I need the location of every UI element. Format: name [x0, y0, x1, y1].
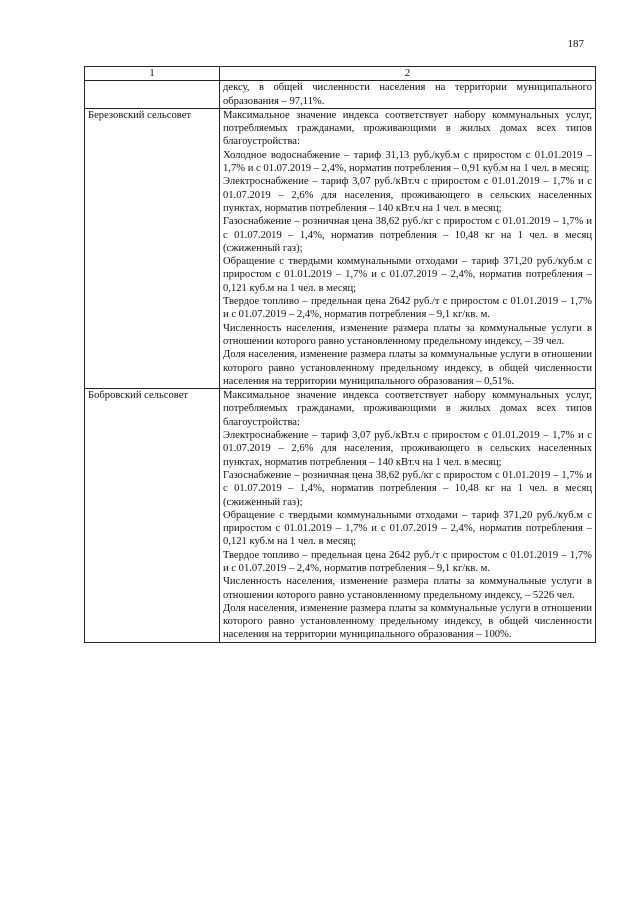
table-row — [85, 108, 596, 388]
header-col-2: 2 — [220, 67, 596, 81]
paragraph: Численность населения, изменение размера платы за коммунальные услуги в отношении которого равно установленному предельному индексу, – 5226 чел. — [223, 576, 592, 601]
paragraph: Численность населения, изменение размера платы за коммунальные услуги в отношении которого равно установленному предельному индексу, – 39 чел. — [223, 322, 592, 347]
paragraph: Твердое топливо – предельная цена 2642 руб./т с приростом с 01.01.2019 – 1,7% и с 01.07.2019 – 2,4%, норматив потребления – 9,1 кг/кв. м. — [223, 296, 592, 321]
header-col-1: 1 — [85, 67, 220, 81]
paragraph: Максимальное значение индекса соответствует набору коммунальных услуг, потребляемых гражданами, проживающими в жилых домах всех типов благоустройства: — [223, 390, 592, 428]
paragraph: Максимальное значение индекса соответствует набору коммунальных услуг, потребляемых гражданами, проживающими в жилых домах всех типов благоустройства: — [223, 109, 592, 148]
page-number: 187 — [567, 38, 584, 50]
paragraph: Обращение с твердыми коммунальными отходами – тариф 371,20 руб./куб.м с приростом с 01.01.2019 – 1,7% и с 01.07.2019 – 2,4%, норматив потребления – 0,121 куб.м на 1 чел. в месяц; — [223, 509, 592, 548]
municipality-cell: Бобровский сельсовет — [85, 389, 220, 643]
municipality-cell: Березовский сельсовет — [85, 108, 220, 388]
paragraph: Твердое топливо – предельная цена 2642 руб./т с приростом с 01.01.2019 – 1,7% и с 01.07.2019 – 2,4%, норматив потребления – 9,1 кг/кв. м. — [223, 549, 592, 574]
paragraph: Электроснабжение – тариф 3,07 руб./кВт.ч с приростом с 01.01.2019 – 1,7% и с 01.07.2019 – 2,6% для населения, проживающего в сельских населенных пунктах, норматив потребления – 140 кВт.ч на 1 чел. в месяц; — [223, 176, 592, 214]
paragraph: дексу, в общей численности населения на территории муниципального образования – 97,11%. — [223, 82, 592, 107]
paragraph: Доля населения, изменение размера платы за коммунальные услуги в отношении которого равно установленному предельному индексу, в общей численности населения на территории муниципального образования – 0,51%. — [223, 349, 592, 387]
paragraph: Доля населения, изменение размера платы за коммунальные услуги в отношении которого равно установленному предельному индексу, в общей численности населения на территории муниципального образования – 100%. — [223, 602, 592, 641]
paragraph: Электроснабжение – тариф 3,07 руб./кВт.ч с приростом с 01.01.2019 – 1,7% и с 01.07.2019 – 2,6% для населения, проживающего в сельских населенных пунктах, норматив потребления – 140 кВт.ч на 1 чел. в месяц; — [223, 430, 592, 468]
paragraph: Газоснабжение – розничная цена 38,62 руб./кг с приростом с 01.01.2019 – 1,7% и с 01.07.2019 – 1,4%, норматив потребления – 10,48 кг на 1 чел. в месяц (сжиженный газ); — [223, 469, 592, 508]
tariff-table — [84, 66, 596, 643]
description-cell — [220, 389, 596, 643]
paragraph: Холодное водоснабжение – тариф 31,13 руб./куб.м с приростом с 01.01.2019 – 1,7% и с 01.07.2019 – 2,4%, норматив потребления – 0,91 куб.м на 1 чел. в месяц; — [223, 149, 592, 175]
table-row — [85, 81, 596, 109]
paragraph: Газоснабжение – розничная цена 38,62 руб./кг с приростом с 01.01.2019 – 1,7% и с 01.07.2019 – 1,4%, норматив потребления – 10,48 кг на 1 чел. в месяц (сжиженный газ); — [223, 216, 592, 254]
table-row — [85, 389, 596, 643]
description-cell — [220, 81, 596, 109]
table-header-row — [85, 67, 596, 81]
description-cell — [220, 108, 596, 388]
municipality-cell — [85, 81, 220, 109]
paragraph: Обращение с твердыми коммунальными отходами – тариф 371,20 руб./куб.м с приростом с 01.01.2019 – 1,7% и с 01.07.2019 – 2,4%, норматив потребления – 0,121 куб.м на 1 чел. в месяц; — [223, 256, 592, 294]
